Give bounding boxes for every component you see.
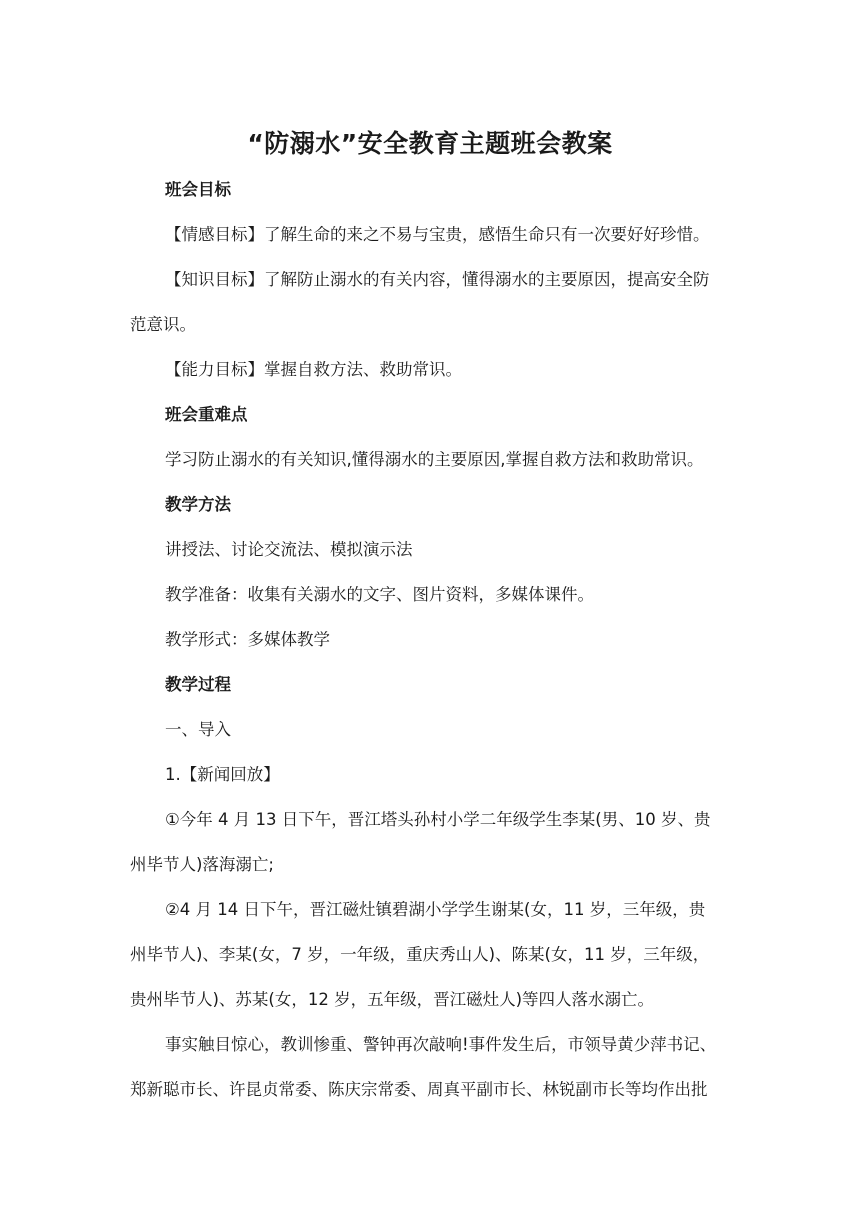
- paragraph-facts-cont: 郑新聪市长、许昆贞常委、陈庆宗常委、周真平副市长、林锐副市长等均作出批: [130, 1080, 708, 1099]
- paragraph-knowledge-goal: 【知识目标】了解防止溺水的有关内容，懂得溺水的主要原因，提高安全防: [165, 270, 710, 289]
- paragraph-news-item-2-cont: 州毕节人)、李某(女，7 岁，一年级，重庆秀山人)、陈某(女，11 岁，三年级，: [130, 945, 710, 964]
- paragraph-news-item-2: ②4 月 14 日下午，晋江磁灶镇碧湖小学学生谢某(女，11 岁，三年级，贵: [165, 900, 706, 919]
- paragraph-preparation: 教学准备：收集有关溺水的文字、图片资料，多媒体课件。: [165, 585, 594, 604]
- section-heading-methods: 教学方法: [165, 495, 231, 514]
- paragraph-intro: 一、导入: [165, 720, 231, 739]
- paragraph-news-item-1-cont: 州毕节人)落海溺亡;: [130, 855, 274, 874]
- document-title: “防溺水”安全教育主题班会教案: [247, 129, 613, 158]
- paragraph-key-points: 学习防止溺水的有关知识,懂得溺水的主要原因,掌握自救方法和救助常识。: [165, 450, 704, 469]
- section-heading-key-points: 班会重难点: [165, 405, 248, 424]
- paragraph-facts: 事实触目惊心，教训惨重、警钟再次敲响!事件发生后，市领导黄少萍书记、: [165, 1035, 717, 1054]
- paragraph-knowledge-goal-cont: 范意识。: [130, 315, 196, 334]
- section-heading-process: 教学过程: [165, 675, 231, 694]
- paragraph-form: 教学形式：多媒体教学: [165, 630, 330, 649]
- paragraph-news-item-2-cont: 贵州毕节人)、苏某(女，12 岁，五年级，晋江磁灶人)等四人落水溺亡。: [130, 990, 655, 1009]
- paragraph-news-replay: 1.【新闻回放】: [165, 765, 280, 784]
- paragraph-ability-goal: 【能力目标】掌握自救方法、救助常识。: [165, 360, 462, 379]
- paragraph-news-item-1: ①今年 4 月 13 日下午，晋江塔头孙村小学二年级学生李某(男、10 岁、贵: [165, 810, 711, 829]
- paragraph-methods: 讲授法、讨论交流法、模拟演示法: [165, 540, 413, 559]
- section-heading-goals: 班会目标: [165, 180, 231, 199]
- paragraph-emotion-goal: 【情感目标】了解生命的来之不易与宝贵，感悟生命只有一次要好好珍惜。: [165, 225, 710, 244]
